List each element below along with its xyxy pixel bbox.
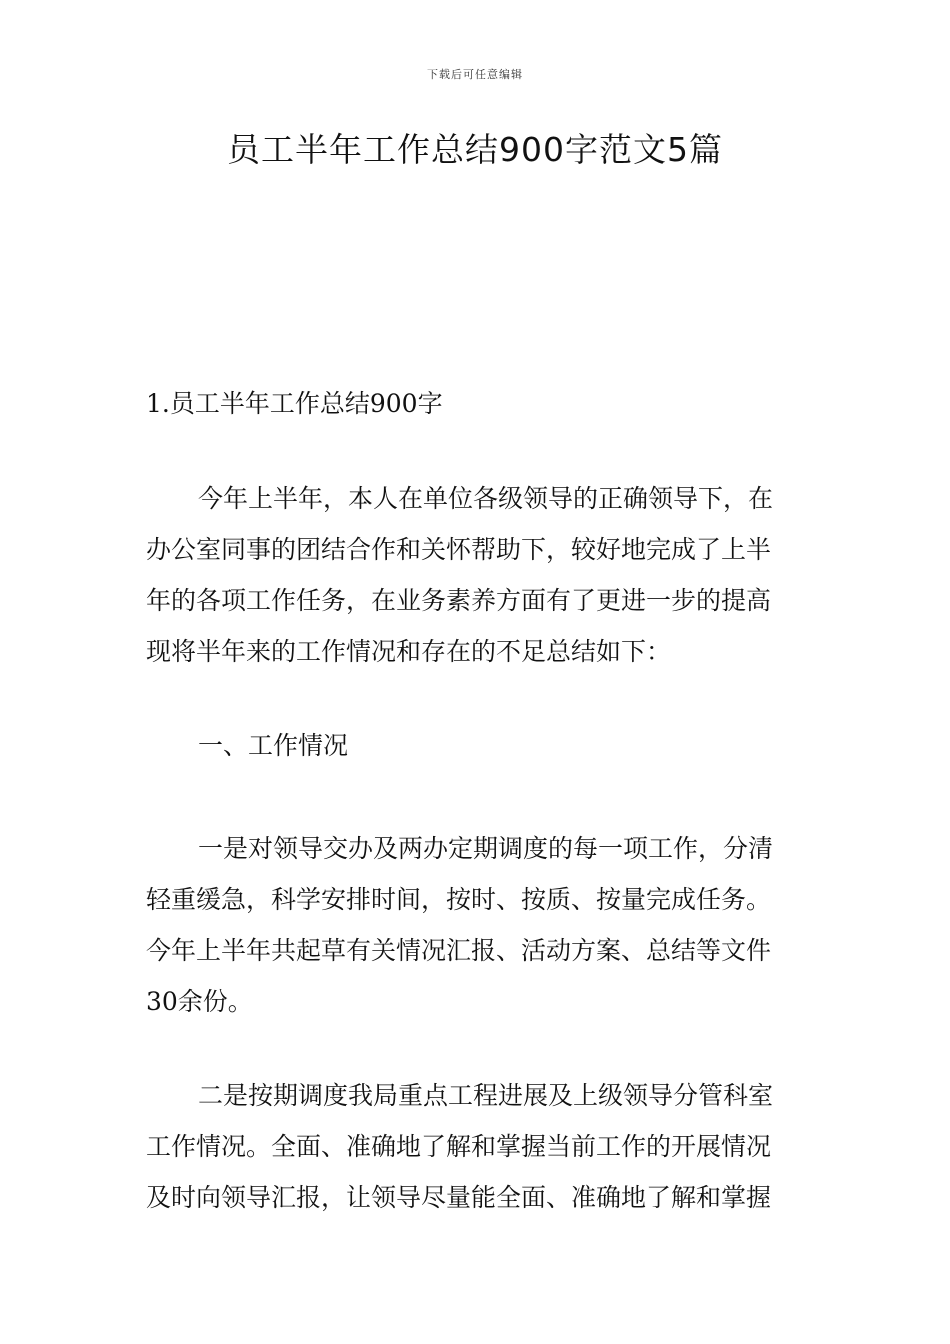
paragraph-line: 及时向领导汇报，让领导尽量能全面、准确地了解和掌握 (146, 1183, 772, 1212)
sub-heading-work-status: 一、工作情况 (198, 731, 349, 760)
paragraph-item-one (146, 823, 808, 1027)
header-note: 下载后可任意编辑 (427, 68, 523, 81)
section-heading: 1.员工半年工作总结900字 (146, 389, 443, 418)
paragraph-line: 轻重缓急，科学安排时间，按时、按质、按量完成任务。 (146, 885, 772, 914)
paragraph-line: 今年上半年共起草有关情况汇报、活动方案、总结等文件 (146, 936, 772, 965)
paragraph-work-overview (146, 473, 808, 677)
paragraph-line: 二是按期调度我局重点工程进展及上级领导分管科室 (198, 1081, 774, 1110)
paragraph-item-two (146, 1070, 808, 1223)
paragraph-line: 一是对领导交办及两办定期调度的每一项工作，分清 (198, 834, 774, 863)
paragraph-line: 30余份。 (146, 987, 253, 1016)
paragraph-line: 办公室同事的团结合作和关怀帮助下，较好地完成了上半 (146, 535, 772, 564)
paragraph-line: 年的各项工作任务，在业务素养方面有了更进一步的提高 (146, 586, 772, 615)
document-title: 员工半年工作总结900字范文5篇 (227, 130, 723, 169)
paragraph-line: 工作情况。全面、准确地了解和掌握当前工作的开展情况 (146, 1132, 772, 1161)
paragraph-line: 今年上半年，本人在单位各级领导的正确领导下，在 (198, 484, 774, 513)
paragraph-line: 现将半年来的工作情况和存在的不足总结如下： (146, 637, 672, 666)
